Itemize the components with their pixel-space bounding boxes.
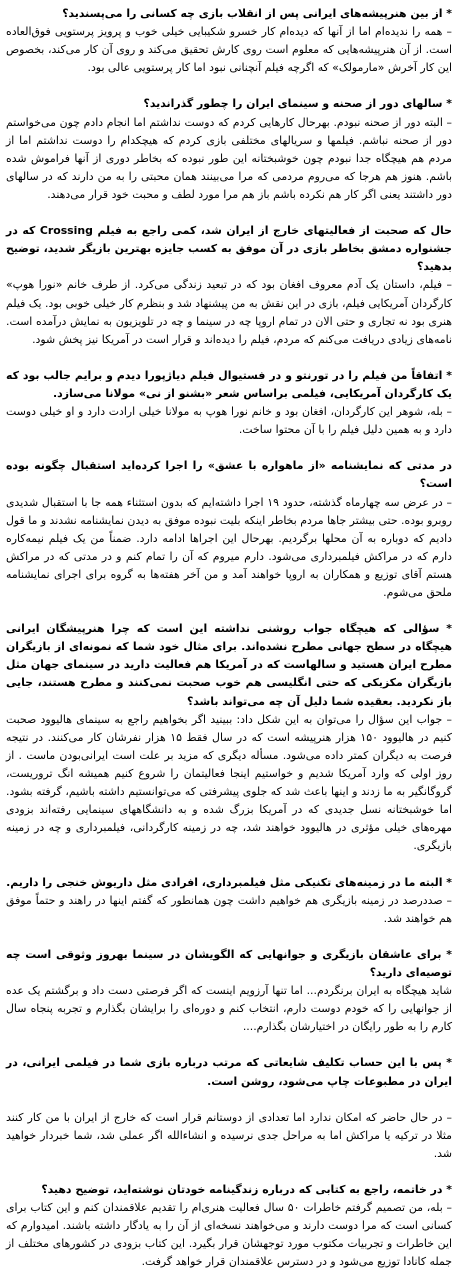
qa-section-8 (6, 946, 452, 1036)
qa-section-7 (6, 874, 452, 928)
question-8: * برای عاشقان بازیگری و جوانهایی که الگویشان در سینما بهروز وثوقی است چه توصیه‌ای دارید؟ (6, 947, 452, 979)
answer-11: – بله، من تصمیم گرفتم خاطرات ۵۰ سال فعالیت هنری‌ام را تقدیم علاقمندان کنم و این کتاب برای کسانی است که مرا دوست دارند و می‌خواهند نسخه‌ای از آن را به یادگار داشته باشند. امیدوارم که این خاطرات و تجربیات مکتوب مورد توجهشان قرار بگیرد. این کتاب بزودی در کشورهای مختلف از جمله کانادا توزیع می‌شود و در دسترس علاقمندان قرار خواهد گرفت. (6, 1201, 452, 1269)
question-4: * اتفاقاً من فیلم را در تورنتو و در فستیوال فیلم دیاژپورا دیدم و برایم جالب بود که یک کارگردان آمریکایی، فیلمی براساس شعر «بشنو از نی» مولانا می‌سازد. (6, 368, 452, 400)
qa-section-5 (6, 457, 452, 602)
answer-8: شاید هیچگاه به ایران برنگردم... اما تنها آرزویم اینست که اگر فرصتی دست داد و برگشتم یک عده از جوانهایی را که خودم دوست دارم، انتخاب کنم و دوره‌ای را برایشان بگذارم و تجربه پنجاه سال کارم را به طور رایگان در اختیارشان بگذارم.... (6, 984, 452, 1034)
question-9: * پس با این حساب تکلیف شایعاتی که مرتب درباره بازی شما در فیلمی ایرانی، در ایران در مطبوعات چاپ می‌شود، روشن است. (6, 1056, 452, 1088)
qa-section-10 (6, 1109, 452, 1163)
answer-4: – بله، شوهر این کارگردان، افغان بود و خانم نورا هوپ به مولانا خیلی ارادت دارد و او خیلی دوست دارد و به همین دلیل فیلم را با آن محتوا ساخت. (6, 405, 452, 437)
qa-section-6 (6, 620, 452, 855)
answer-3: – فیلم، داستان یک آدم معروف افغان بود که در تبعید زندگی می‌کرد. از طرف خانم «نورا هوپ» کارگردان آمریکایی فیلم، بازی در این نقش به من پیشنهاد شد و بنظرم کار خیلی خوبی بود. یک فیلم هنری بود نه تجاری و حتی الان در تمام اروپا چه در سینما و چه در تلویزیون به نمایش درآمده است. نامه‌های زیادی دریافت می‌کنم که مردم، فیلم را دیده‌اند و قرار است در آمریکا نیز پخش شود. (6, 278, 452, 346)
qa-section-3 (6, 222, 452, 349)
answer-7: – صددرصد در زمینه بازیگری هم خواهیم داشت چون همانطور که گفتم اینها در راهند و حتماً موفق هم خواهند شد. (6, 893, 452, 925)
answer-2: – البته دور از صحنه نبودم. بهرحال کارهایی کردم که دوست نداشتم اما انجام دادم چون می‌خواستم دور از صحنه نباشم. فیلمها و سریالهای مختلفی بازی کردم که هیچکدام را دوست نداشتم اما از مردم هم هیچگاه جدا نبودم چون خوشبختانه این طور نبوده که بخاطر دوری از آنها فراموش شده باشم. هنوز هم هرجا که می‌روم مردمی که مرا می‌بینند همان محبتی را به من دارند که در سالهای دور داشتند یعنی اگر کار هم نکرده باشم باز هم مرا مورد لطف و محبت خود قرار می‌دهند. (6, 115, 452, 201)
question-2: * سالهای دور از صحنه و سینمای ایران را چطور گذراندید؟ (143, 97, 452, 111)
answer-6: – جواب این سؤال را می‌توان به این شکل داد: ببینید اگر بخواهیم راجع به سینمای هالیوود صحبت کنیم در هالیوود ۱۵۰ هزار هنرپیشه است که در سال فقط ۱۵ هزار نفرشان کار می‌کنند. در نتیجه فرصت به دیگران کمتر داده می‌شود. مسأله دیگری که مزید بر علت است ایرانی‌بودن ماست . از روز اولی که وارد آمریکا شدیم و خواستیم اینجا فعالیتمان را شروع کنیم همیشه انگ تروریست، گروگانگیر به ما زدند و اینها باعث شد که جلوی پیشرفتی که می‌توانستیم داشته باشیم، گرفته بشود. اما خوشبختانه نسل جدیدی که در آمریکا بزرگ شده و به دانشگاههای سینمایی رفته‌اند بزودی مهره‌های خیلی مؤثری در هالیوود خواهند شد، چه در زمینه کارگردانی، فیلمبرداری و چه در زمینه بازیگری. (6, 712, 452, 853)
question-5: در مدتی که نمایشنامه «از ماهواره با عشق» را اجرا کرده‌اید استقبال چگونه بوده است؟ (6, 459, 452, 491)
answer-5: – در عرض سه چهارماه گذشته، حدود ۱۹ اجرا داشته‌ایم که بدون استثناء همه جا با استقبال شدیدی روبرو بوده. حتی بیشتر جاها مردم بخاطر اینکه بلیت نبوده موفق به دیدن نمایشنامه نشدند و ما قول دادیم که دوباره به آن محلها برگردیم. بهرحال این اجراها ادامه دارد. ضمناً من یک فیلم نیمه‌کاره دارم که در مراکش فیلمبرداری می‌شود. دارم میروم که آن را تمام کنم و در مدتی که در مراکش هستم آقای توزیع و همکاران به اروپا خواهند آمد و من آخر هفته‌ها به گروه برای اجرای نمایشنامه ملحق می‌شوم. (6, 495, 452, 599)
qa-section-9 (6, 1054, 452, 1090)
answer-1: – همه را ندیده‌ام اما از آنها که دیده‌ام کار خسرو شکیبایی خیلی خوب و پرویز پرستویی فوق‌العاده است. از آن هنرپیشه‌هایی که معلوم است روی کارش تحقیق می‌کند و روی آن کار می‌کند، بخصوص این کار آخرش «مارمولک» که اگرچه فیلم آنچنانی نبود اما کار پرستویی عالی بود. (6, 25, 452, 75)
question-10: – در حال حاضر که امکان ندارد اما تعدادی از دوستانم قرار است که خارج از ایران با من کار کنند مثلا در ترکیه یا مراکش اما به مراحل جدی نرسیده و انشاءالله اگر عملی شد، شما خبردار خواهید شد. (6, 1110, 452, 1160)
qa-section-2 (6, 95, 452, 204)
question-3: حال که صحبت از فعالیتهای خارج از ایران شد، کمی راجع به فیلم Crossing که در جشنواره دمشق بخاطر بازی در آن موفق به کسب جایزه بهترین بازیگر شدید، توضیح بدهید؟ (6, 224, 452, 274)
qa-section-4 (6, 367, 452, 439)
question-1: * از بین هنرپیشه‌های ایرانی پس از انقلاب بازی چه کسانی را می‌پسندید؟ (62, 7, 452, 20)
question-11: * در خاتمه، راجع به کتابی که درباره زندگینامه خودتان نوشته‌اید، توضیح دهید؟ (41, 1183, 452, 1197)
qa-section-1 (6, 5, 452, 77)
question-6: * سؤالی که هیچگاه جواب روشنی نداشته این است که چرا هنرپیشگان ایرانی هیچگاه در سطح جهانی مطرح نشده‌اند. برای مثال خود شما که نمونه‌ای از بازیگران مطرح ایران هستید و سالهاست که در آمریکا هم فعالیت دارید در سینمای جهان مثل بازیگران مکزیکی که حتی انگلیسی هم خوب صحبت نمی‌کنند و مطرح هستند، جایی باز نکردید. بعقیده شما دلیل آن چه می‌تواند باشد؟ (6, 622, 452, 708)
question-7: * البته ما در زمینه‌های تکنیکی مثل فیلمبرداری، افرادی مثل داریوش خنجی را داریم. (6, 875, 452, 889)
qa-section-11 (6, 1181, 452, 1271)
